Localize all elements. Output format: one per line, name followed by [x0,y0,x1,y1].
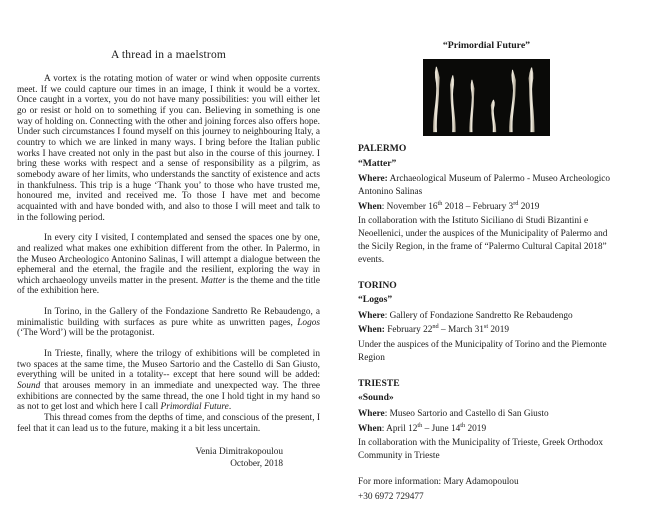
essay-paragraph: This thread comes from the depths of time, and conscious of the present, I feel that it can lead us to the future, making it a bit less uncertain. [17,413,320,434]
detail-line: When: April 12th – June 14th 2019 [358,421,487,434]
detail-line: Where: Gallery of Fondazione Sandretto Re Rebaudengo [358,310,573,321]
essay-paragraph: In Torino, in the Gallery of the Fondazione Sandretto Re Rebaudengo, a minimalistic building with surfaces as pure white as unwritten pages, Logos (‘The Word’) will be the protagonist. [17,307,320,339]
essay-title: A thread in a maelstrom [110,49,227,61]
exhibition-title: “Primordial Future” [442,40,531,51]
detail-line: Where: Museo Sartorio and Castello di San Giusto [358,408,549,419]
essay-paragraph: A vortex is the rotating motion of water or wind when opposite currents meet. If we could capture our times in an image, I think it would be a vortex. Once caught in a vortex, you do not have many possibilities: you will either let go or resist or hold on to something if you can. Believing in something is one way of holding on. Connecting with the other and joining forces also offers hope. Under such circumstances I found myself on this journey to neighbouring Italy, a country to which we are linked in many ways. I bring before the Italian public works I have created not only in the past but also in the course of this journey. I bring these works with respect and a sense of responsibility as a pilgrim, as somebody aware of her limits, who understands the sanctity of existence and acts in thankfulness. This trip is a huge ‘Thank you’ to those who have trusted me, honoured me, invited and received me. To those I have met and become acquainted with and have bonded with, and also to those I will meet and talk to in the following period. [17,74,320,223]
exhibition-name: “Matter” [358,157,397,169]
essay-paragraph: In Trieste, finally, where the trilogy of exhibitions will be completed in two spaces at the same time, the Museo Sartorio and the Castello di San Giusto, everything will be united in a totality-- except that here sound will be added: Sound that arouses memory in an immediate and unexpected way. The three exhibitions are connected by the same thread, the one I hold tight in my hand so as not to get lost and which here I call Primordial Future. [17,349,320,413]
exhibition-name: “Logos” [358,294,393,306]
detail-line: In collaboration with the Municipality of Trieste, Greek Orthodox Community in Trieste [358,438,604,462]
detail-line: When: February 22nd – March 31st 2019 [358,323,509,336]
detail-line: When: November 16th 2018 – February 3rd 2019 [358,199,540,212]
sculptures-photo [423,59,550,136]
essay-body [17,74,320,434]
page-right [325,0,650,517]
city-name: TORINO [358,279,397,291]
exhibition-sections [358,144,615,463]
exhibition-section-palermo [358,144,615,267]
detail-line: Where: Archaeological Museum of Palermo - Museo Archeologico Antonino Salinas [358,174,611,197]
city-name: PALERMO [358,143,407,154]
exhibition-section-torino [358,281,615,365]
contact-phone: +30 6972 729477 [358,492,424,503]
signature-date: October, 2018 [230,458,283,469]
exhibition-name: «Sound» [358,392,394,404]
signature-block [17,447,320,470]
detail-line: Under the auspices of the Municipality of Torino and the Piemonte Region [358,340,607,363]
exhibition-section-trieste [358,379,615,463]
contact-block [358,477,615,504]
essay-paragraph: In every city I visited, I contemplated and sensed the spaces one by one, and realized what makes one exhibition different from the other. In Palermo, in the Museo Archeologico Antonino Salinas, I will attempt a dialogue between the ephemeral and the eternal, the fragile and the resilient, exploring the way in which archaeology unveils matter in the present. Matter is the theme and the title of the exhibition here. [17,233,320,297]
signature-name: Venia Dimitrakopoulou [195,447,283,458]
contact-info: For more information: Mary Adamopoulou [358,476,519,487]
detail-line: In collaboration with the Istituto Siciliano di Studi Bizantini e Neoellenici, under the auspices of the Municipality of Palermo and the Sicily Region, in the frame of “Palermo Cultural Capital 2018” events. [358,216,608,265]
city-name: TRIESTE [358,377,400,389]
